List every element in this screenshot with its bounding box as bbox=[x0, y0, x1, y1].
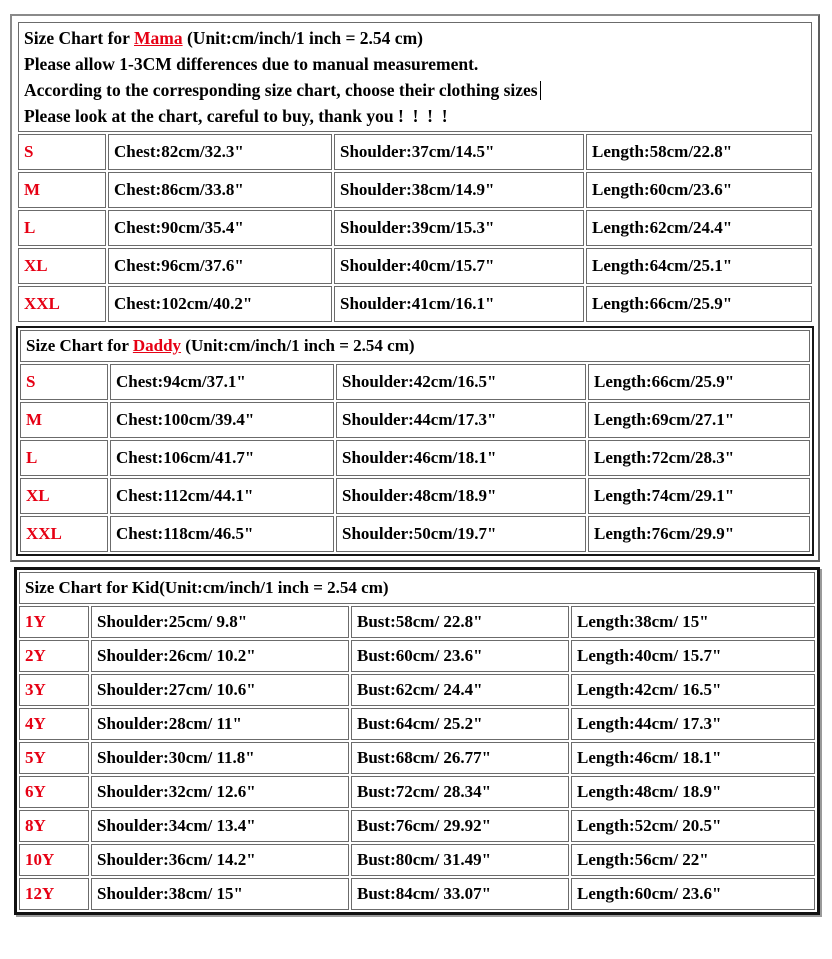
size-label: 12Y bbox=[19, 878, 89, 910]
shoulder-cell: Shoulder:44cm/17.3" bbox=[336, 402, 586, 438]
bust-cell: Bust:62cm/ 24.4" bbox=[351, 674, 569, 706]
note-careful-buy: Please look at the chart, careful to buy, thank you ! ! ! ! bbox=[24, 106, 448, 126]
size-label: 10Y bbox=[19, 844, 89, 876]
kid-size-table bbox=[17, 570, 817, 912]
bust-cell: Bust:60cm/ 23.6" bbox=[351, 640, 569, 672]
table-row bbox=[19, 776, 815, 808]
shoulder-cell: Shoulder:48cm/18.9" bbox=[336, 478, 586, 514]
shoulder-cell: Shoulder:27cm/ 10.6" bbox=[91, 674, 349, 706]
length-cell: Length:46cm/ 18.1" bbox=[571, 742, 815, 774]
length-cell: Length:40cm/ 15.7" bbox=[571, 640, 815, 672]
table-row bbox=[20, 516, 810, 552]
mama-header-row bbox=[18, 22, 812, 132]
length-cell: Length:58cm/22.8" bbox=[586, 134, 812, 170]
shoulder-cell: Shoulder:50cm/19.7" bbox=[336, 516, 586, 552]
size-label: XXL bbox=[20, 516, 108, 552]
note-choose-size-text: According to the corresponding size chart, choose their clothing sizes bbox=[24, 80, 538, 100]
shoulder-cell: Shoulder:46cm/18.1" bbox=[336, 440, 586, 476]
size-label: 6Y bbox=[19, 776, 89, 808]
shoulder-cell: Shoulder:37cm/14.5" bbox=[334, 134, 584, 170]
chest-cell: Chest:96cm/37.6" bbox=[108, 248, 332, 284]
daddy-size-table bbox=[18, 328, 812, 554]
daddy-title-suffix: (Unit:cm/inch/1 inch = 2.54 cm) bbox=[181, 336, 415, 355]
mama-size-table bbox=[16, 20, 814, 324]
daddy-panel bbox=[16, 326, 814, 556]
daddy-title-name: Daddy bbox=[132, 336, 182, 355]
length-cell: Length:66cm/25.9" bbox=[586, 286, 812, 322]
table-row bbox=[19, 810, 815, 842]
length-cell: Length:76cm/29.9" bbox=[588, 516, 810, 552]
mama-header-cell bbox=[18, 22, 812, 132]
chest-cell: Chest:82cm/32.3" bbox=[108, 134, 332, 170]
shoulder-cell: Shoulder:25cm/ 9.8" bbox=[91, 606, 349, 638]
mama-title-suffix: (Unit:cm/inch/1 inch = 2.54 cm) bbox=[182, 28, 423, 48]
length-cell: Length:74cm/29.1" bbox=[588, 478, 810, 514]
length-cell: Length:60cm/ 23.6" bbox=[571, 878, 815, 910]
shoulder-cell: Shoulder:38cm/ 15" bbox=[91, 878, 349, 910]
size-label: 4Y bbox=[19, 708, 89, 740]
mama-daddy-panel bbox=[10, 14, 820, 562]
chest-cell: Chest:86cm/33.8" bbox=[108, 172, 332, 208]
note-measurement: Please allow 1-3CM differences due to manual measurement. bbox=[24, 54, 479, 74]
table-row bbox=[19, 844, 815, 876]
table-row bbox=[19, 742, 815, 774]
length-cell: Length:48cm/ 18.9" bbox=[571, 776, 815, 808]
length-cell: Length:52cm/ 20.5" bbox=[571, 810, 815, 842]
chest-cell: Chest:112cm/44.1" bbox=[110, 478, 334, 514]
shoulder-cell: Shoulder:41cm/16.1" bbox=[334, 286, 584, 322]
table-row bbox=[19, 878, 815, 910]
table-row bbox=[18, 172, 812, 208]
table-row bbox=[20, 478, 810, 514]
size-label: S bbox=[18, 134, 106, 170]
length-cell: Length:66cm/25.9" bbox=[588, 364, 810, 400]
length-cell: Length:64cm/25.1" bbox=[586, 248, 812, 284]
chest-cell: Chest:94cm/37.1" bbox=[110, 364, 334, 400]
table-row bbox=[19, 640, 815, 672]
table-row bbox=[19, 708, 815, 740]
shoulder-cell: Shoulder:32cm/ 12.6" bbox=[91, 776, 349, 808]
bust-cell: Bust:72cm/ 28.34" bbox=[351, 776, 569, 808]
shoulder-cell: Shoulder:40cm/15.7" bbox=[334, 248, 584, 284]
bust-cell: Bust:76cm/ 29.92" bbox=[351, 810, 569, 842]
table-row bbox=[18, 134, 812, 170]
length-cell: Length:42cm/ 16.5" bbox=[571, 674, 815, 706]
table-row bbox=[19, 606, 815, 638]
size-label: L bbox=[20, 440, 108, 476]
length-cell: Length:60cm/23.6" bbox=[586, 172, 812, 208]
daddy-header-row bbox=[20, 330, 810, 362]
shoulder-cell: Shoulder:34cm/ 13.4" bbox=[91, 810, 349, 842]
size-label: 3Y bbox=[19, 674, 89, 706]
length-cell: Length:69cm/27.1" bbox=[588, 402, 810, 438]
length-cell: Length:56cm/ 22" bbox=[571, 844, 815, 876]
text-cursor bbox=[540, 81, 541, 100]
kid-header-cell bbox=[19, 572, 815, 604]
shoulder-cell: Shoulder:36cm/ 14.2" bbox=[91, 844, 349, 876]
shoulder-cell: Shoulder:42cm/16.5" bbox=[336, 364, 586, 400]
size-label: XXL bbox=[18, 286, 106, 322]
bust-cell: Bust:80cm/ 31.49" bbox=[351, 844, 569, 876]
size-label: L bbox=[18, 210, 106, 246]
kid-panel bbox=[14, 567, 820, 915]
shoulder-cell: Shoulder:38cm/14.9" bbox=[334, 172, 584, 208]
bust-cell: Bust:84cm/ 33.07" bbox=[351, 878, 569, 910]
mama-title bbox=[24, 25, 806, 51]
length-cell: Length:62cm/24.4" bbox=[586, 210, 812, 246]
mama-title-name: Mama bbox=[134, 28, 183, 48]
kid-header-row bbox=[19, 572, 815, 604]
bust-cell: Bust:68cm/ 26.77" bbox=[351, 742, 569, 774]
shoulder-cell: Shoulder:39cm/15.3" bbox=[334, 210, 584, 246]
chest-cell: Chest:90cm/35.4" bbox=[108, 210, 332, 246]
kid-title-prefix: Size Chart for Kid bbox=[25, 578, 160, 597]
chest-cell: Chest:118cm/46.5" bbox=[110, 516, 334, 552]
shoulder-cell: Shoulder:28cm/ 11" bbox=[91, 708, 349, 740]
size-label: 5Y bbox=[19, 742, 89, 774]
table-row bbox=[18, 210, 812, 246]
chest-cell: Chest:106cm/41.7" bbox=[110, 440, 334, 476]
size-label: 2Y bbox=[19, 640, 89, 672]
daddy-header-cell bbox=[20, 330, 810, 362]
mama-title-prefix: Size Chart for bbox=[24, 28, 134, 48]
table-row bbox=[18, 286, 812, 322]
shoulder-cell: Shoulder:26cm/ 10.2" bbox=[91, 640, 349, 672]
length-cell: Length:44cm/ 17.3" bbox=[571, 708, 815, 740]
table-row bbox=[20, 402, 810, 438]
bust-cell: Bust:58cm/ 22.8" bbox=[351, 606, 569, 638]
bust-cell: Bust:64cm/ 25.2" bbox=[351, 708, 569, 740]
size-label: XL bbox=[20, 478, 108, 514]
size-label: M bbox=[20, 402, 108, 438]
size-label: 8Y bbox=[19, 810, 89, 842]
daddy-title-prefix: Size Chart for bbox=[26, 336, 133, 355]
shoulder-cell: Shoulder:30cm/ 11.8" bbox=[91, 742, 349, 774]
size-label: S bbox=[20, 364, 108, 400]
size-label: 1Y bbox=[19, 606, 89, 638]
chest-cell: Chest:102cm/40.2" bbox=[108, 286, 332, 322]
note-choose-size bbox=[24, 77, 806, 103]
table-row bbox=[20, 364, 810, 400]
length-cell: Length:72cm/28.3" bbox=[588, 440, 810, 476]
size-label: XL bbox=[18, 248, 106, 284]
chest-cell: Chest:100cm/39.4" bbox=[110, 402, 334, 438]
size-label: M bbox=[18, 172, 106, 208]
table-row bbox=[19, 674, 815, 706]
table-row bbox=[20, 440, 810, 476]
length-cell: Length:38cm/ 15" bbox=[571, 606, 815, 638]
table-row bbox=[18, 248, 812, 284]
kid-title-suffix: (Unit:cm/inch/1 inch = 2.54 cm) bbox=[159, 578, 389, 597]
